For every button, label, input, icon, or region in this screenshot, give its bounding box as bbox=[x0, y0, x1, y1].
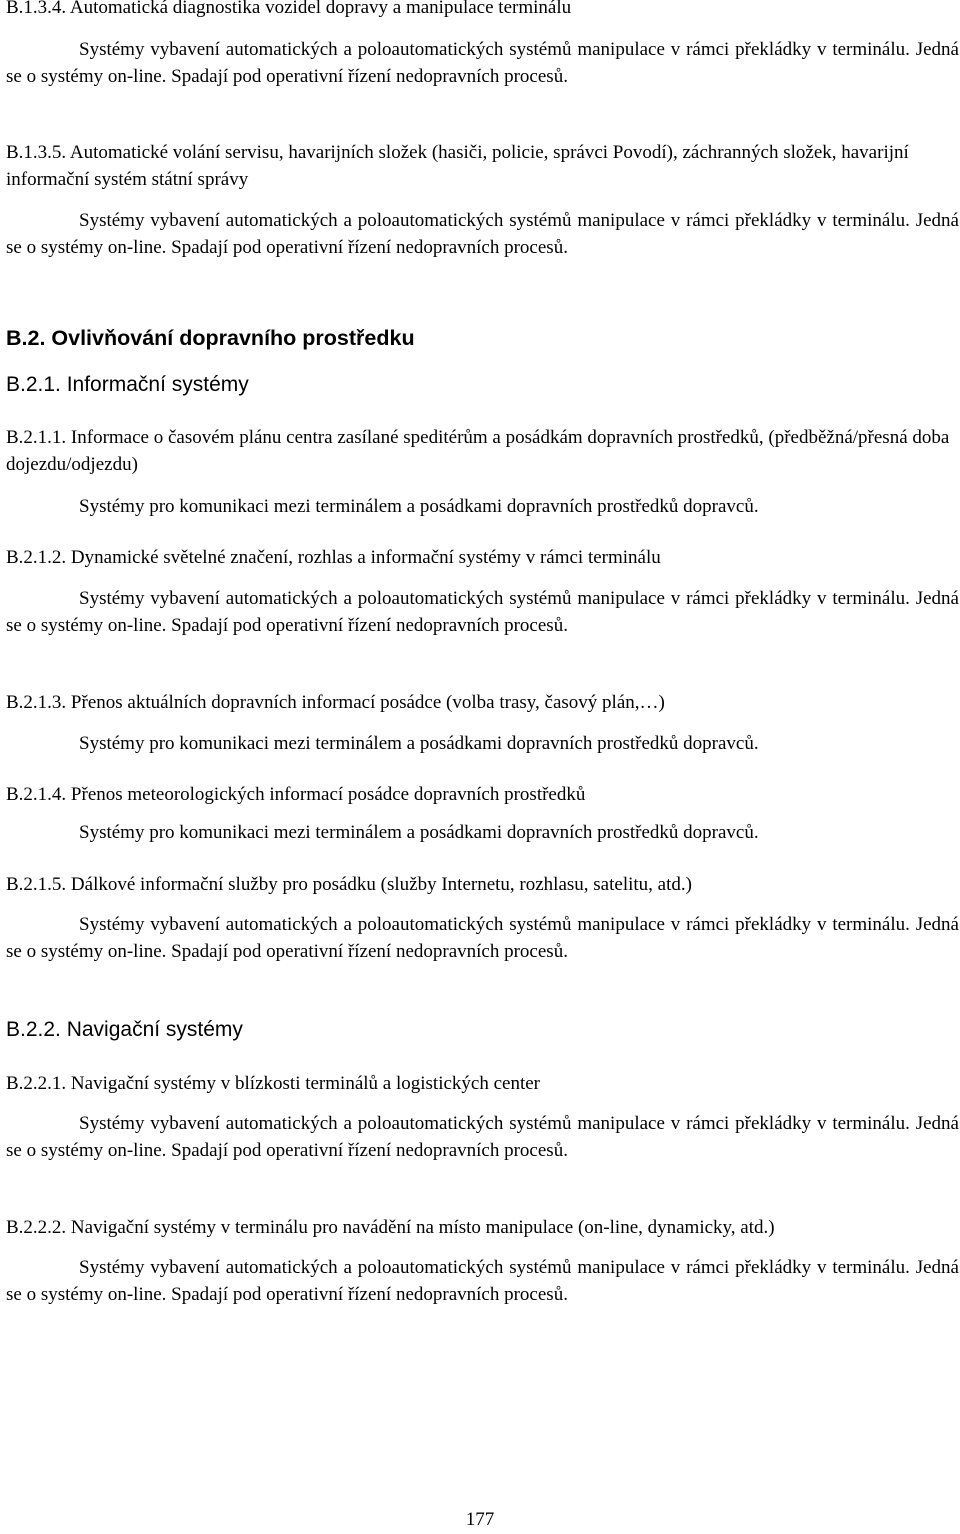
section-heading-b2-1-1: B.2.1.1. Informace o časovém plánu centra zasílané speditérům a posádkám dopravních prostředků, (předběžná/přesná doba dojezdu/odjezdu) bbox=[6, 427, 950, 475]
section-heading-b2-2-1: B.2.2.1. Navigační systémy v blízkosti terminálů a logistických center bbox=[6, 1073, 540, 1094]
page-number: 177 bbox=[465, 1509, 495, 1530]
section-body-b2-1-5: Systémy vybavení automatických a poloautomatických systémů manipulace v rámci překládky v terminálu. Jedná se o systémy on-line. Spadají pod operativní řízení nedopravních procesů. bbox=[6, 914, 959, 962]
heading-b2-2: B.2.2. Navigační systémy bbox=[6, 1018, 243, 1041]
section-heading-b1-3-5: B.1.3.5. Automatické volání servisu, havarijních složek (hasiči, policie, správci Povodí), záchranných složek, havarijní informační systém státní správy bbox=[6, 142, 909, 190]
section-heading-b2-1-3: B.2.1.3. Přenos aktuálních dopravních informací posádce (volba trasy, časový plán,…) bbox=[6, 692, 665, 713]
section-body-b2-1-3: Systémy pro komunikaci mezi terminálem a posádkami dopravních prostředků dopravců. bbox=[79, 733, 759, 754]
section-body-b1-3-4: Systémy vybavení automatických a poloautomatických systémů manipulace v rámci překládky v terminálu. Jedná se o systémy on-line. Spadají pod operativní řízení nedopravních procesů. bbox=[6, 39, 959, 87]
section-heading-b2-1-4: B.2.1.4. Přenos meteorologických informací posádce dopravních prostředků bbox=[6, 784, 586, 805]
heading-b2-1: B.2.1. Informační systémy bbox=[6, 373, 249, 396]
section-heading-b2-1-5: B.2.1.5. Dálkové informační služby pro posádku (služby Internetu, rozhlasu, satelitu, atd.) bbox=[6, 874, 692, 895]
section-heading-b2-1-2: B.2.1.2. Dynamické světelné značení, rozhlas a informační systémy v rámci terminálu bbox=[6, 547, 661, 568]
section-heading-b2-2-2: B.2.2.2. Navigační systémy v terminálu pro navádění na místo manipulace (on-line, dynamicky, atd.) bbox=[6, 1217, 775, 1238]
section-body-b2-1-4: Systémy pro komunikaci mezi terminálem a posádkami dopravních prostředků dopravců. bbox=[79, 822, 759, 843]
section-body-b1-3-5: Systémy vybavení automatických a poloautomatických systémů manipulace v rámci překládky v terminálu. Jedná se o systémy on-line. Spadají pod operativní řízení nedopravních procesů. bbox=[6, 210, 959, 258]
section-body-b2-2-2: Systémy vybavení automatických a poloautomatických systémů manipulace v rámci překládky v terminálu. Jedná se o systémy on-line. Spadají pod operativní řízení nedopravních procesů. bbox=[6, 1257, 959, 1305]
section-body-b2-1-1: Systémy pro komunikaci mezi terminálem a posádkami dopravních prostředků dopravců. bbox=[79, 496, 759, 517]
section-body-b2-1-2: Systémy vybavení automatických a poloautomatických systémů manipulace v rámci překládky v terminálu. Jedná se o systémy on-line. Spadají pod operativní řízení nedopravních procesů. bbox=[6, 588, 959, 636]
section-heading-b1-3-4: B.1.3.4. Automatická diagnostika vozidel dopravy a manipulace terminálu bbox=[6, 0, 572, 18]
heading-b2: B.2. Ovlivňování dopravního prostředku bbox=[6, 326, 415, 350]
section-body-b2-2-1: Systémy vybavení automatických a poloautomatických systémů manipulace v rámci překládky v terminálu. Jedná se o systémy on-line. Spadají pod operativní řízení nedopravních procesů. bbox=[6, 1113, 959, 1161]
